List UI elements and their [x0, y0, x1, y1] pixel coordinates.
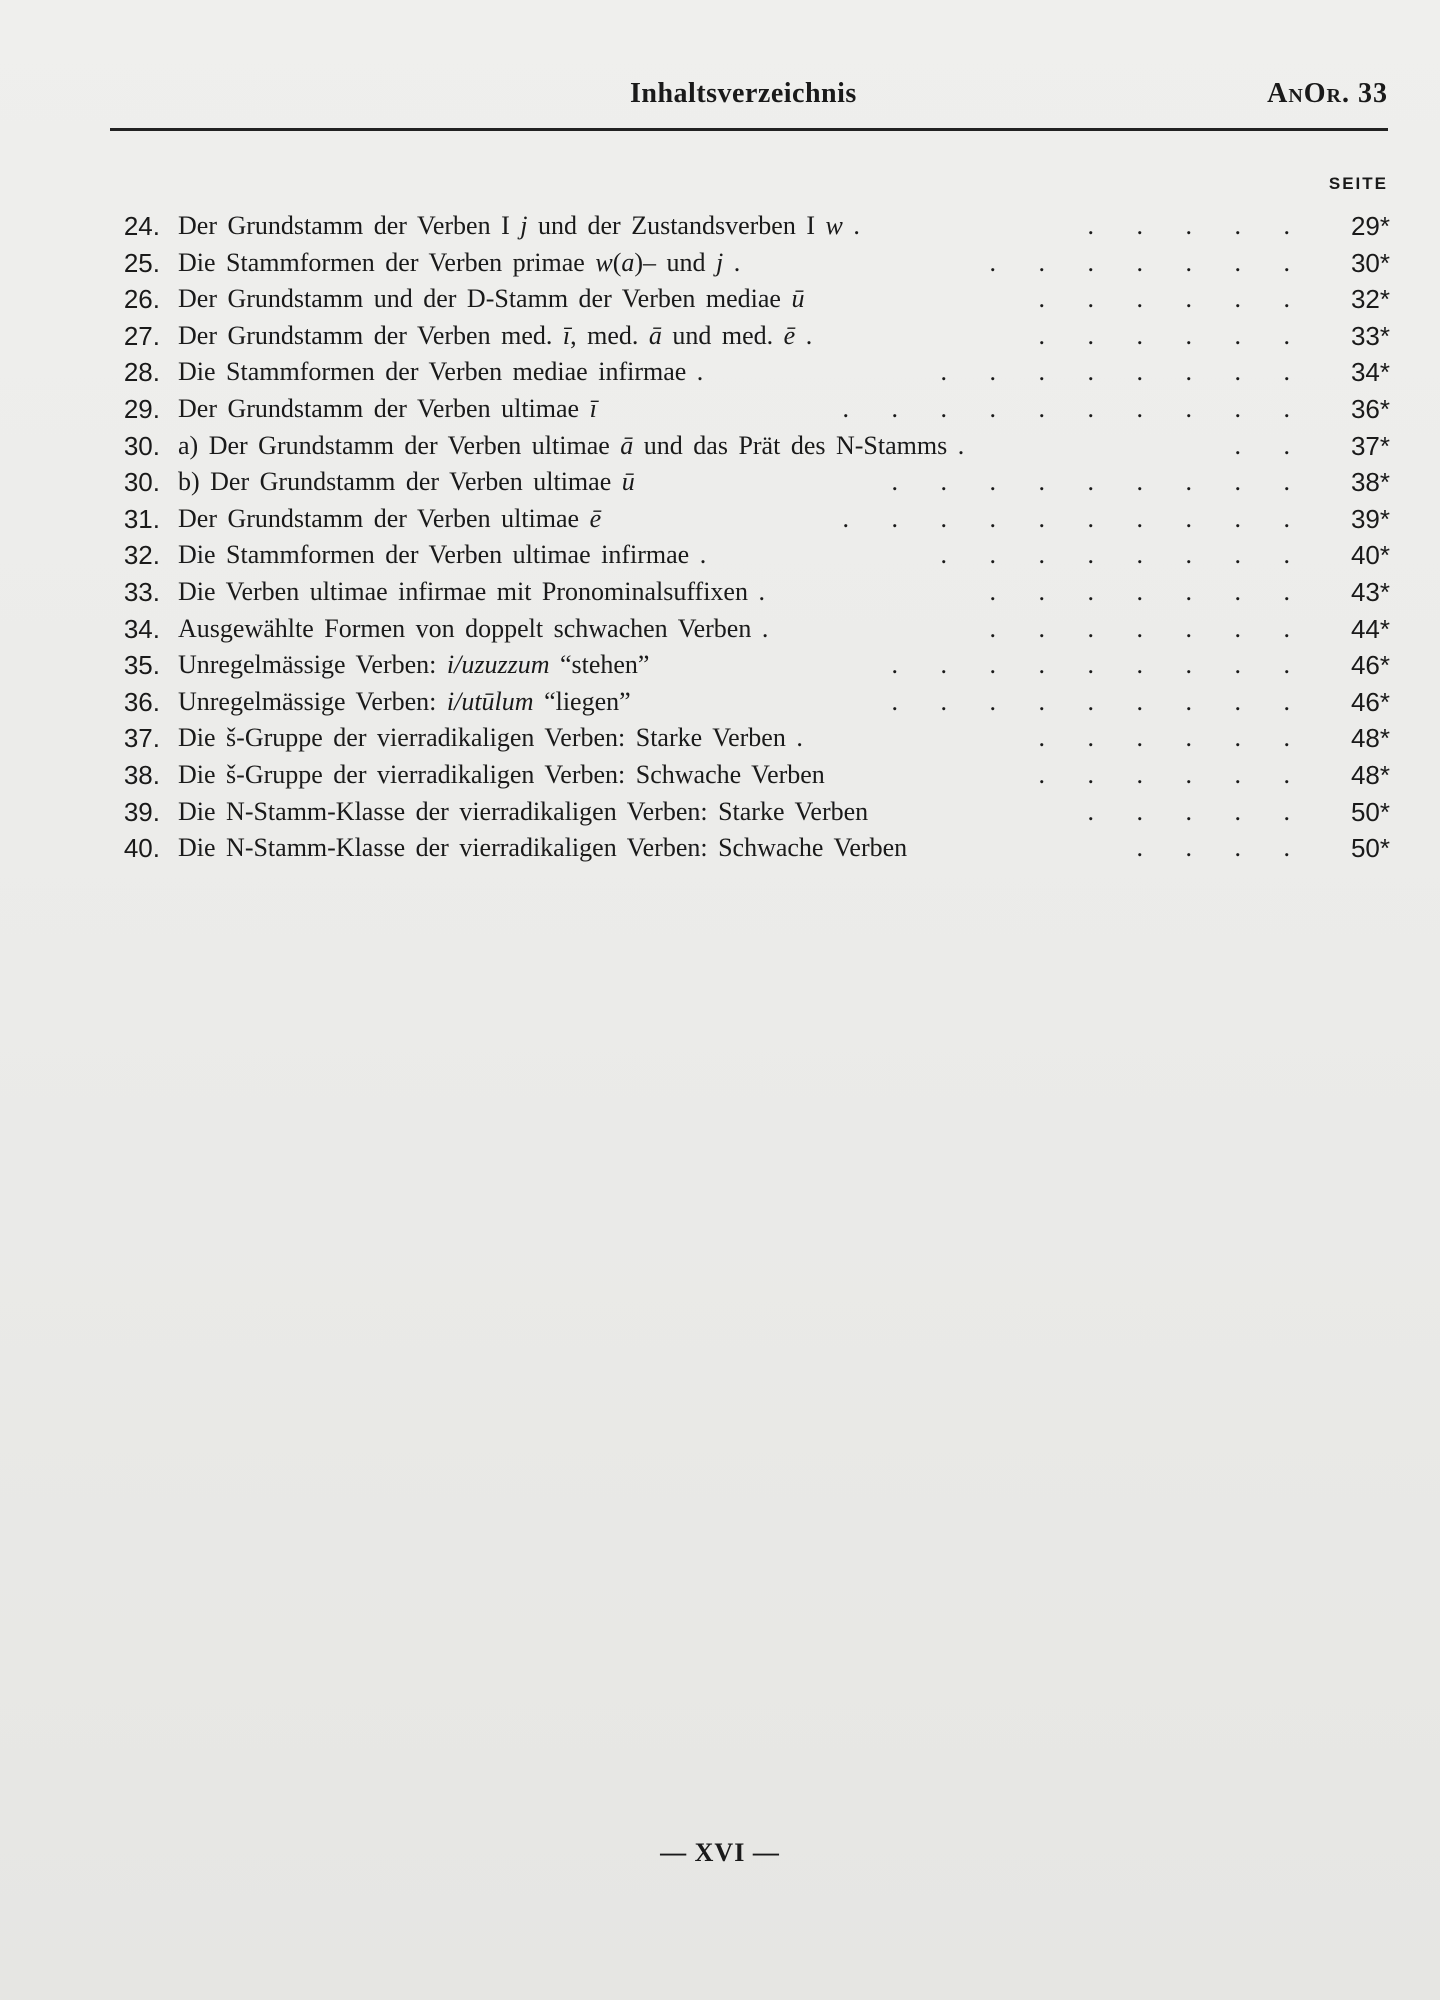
toc-entry-page: 43* [1350, 576, 1390, 607]
toc-entry-number: 27. [123, 320, 160, 351]
toc-entry-title: Der Grundstamm und der D-Stamm der Verben mediae ū [178, 284, 805, 314]
toc-entry-page: 29* [1350, 211, 1390, 241]
dot-leader: . . . . . . [1038, 759, 1290, 789]
toc-entry [100, 464, 1390, 501]
header-rule [110, 128, 1388, 131]
dot-leader: . . . . . [1087, 211, 1290, 240]
toc-entry [100, 428, 1390, 465]
dot-leader: . . . . . . . . . [891, 650, 1290, 680]
toc-entry-page: 48* [1350, 723, 1390, 754]
dot-leader: . . . . . . [1038, 320, 1290, 350]
toc-entry-number: 31. [123, 503, 160, 534]
toc-entry [100, 537, 1390, 574]
toc-entry-title: Die Stammformen der Verben primae w(a)– und j . [178, 247, 741, 277]
dot-leader: . . . . . [1087, 796, 1290, 826]
toc-entry [100, 720, 1390, 757]
toc-entry-page: 30* [1350, 247, 1390, 278]
toc-entry [100, 684, 1390, 721]
toc-entry [100, 245, 1390, 282]
dot-leader: . . . . . . . . . . [842, 393, 1290, 423]
toc-entry-title: Die š-Gruppe der vierradikaligen Verben: Schwache Verben [178, 759, 825, 789]
table-of-contents [100, 208, 1390, 867]
dot-leader: . . . . . . . . [940, 357, 1290, 387]
toc-entry-page: 50* [1350, 796, 1390, 827]
toc-entry [100, 757, 1390, 794]
toc-entry-title: Die š-Gruppe der vierradikaligen Verben: Starke Verben . [178, 723, 803, 753]
toc-entry-title: Unregelmässige Verben: i/utūlum “liegen” [178, 686, 631, 716]
toc-entry-number: 35. [123, 650, 160, 681]
dot-leader: . . . . . . . . . [891, 686, 1290, 716]
toc-entry-page: 34* [1350, 357, 1390, 388]
dot-leader: . . . . . . [1038, 723, 1290, 753]
toc-entry-title: Ausgewählte Formen von doppelt schwachen Verben . [178, 613, 769, 643]
toc-entry-page: 46* [1350, 686, 1390, 717]
toc-entry-title: Die Stammformen der Verben mediae infirmae . [178, 357, 704, 387]
dot-leader: . . [1234, 430, 1290, 460]
dot-leader: . . . . . . . [989, 613, 1290, 643]
toc-entry-title: a) Der Grundstamm der Verben ultimae ā und das Prät des N-Stamms . [178, 430, 965, 460]
dot-leader: . . . . . . . . . [891, 467, 1290, 497]
toc-entry-number: 36. [123, 686, 160, 717]
dot-leader: . . . . . . . . [940, 540, 1290, 570]
toc-entry [100, 794, 1390, 831]
dot-leader: . . . . . . [1038, 284, 1290, 314]
page-column-label: SEITE [1328, 174, 1388, 193]
toc-entry-page: 40* [1350, 540, 1390, 571]
running-header [110, 78, 1388, 118]
toc-entry-title: Der Grundstamm der Verben ultimae ī [178, 393, 597, 423]
toc-entry [100, 501, 1390, 538]
toc-entry-number: 25. [123, 247, 160, 278]
series-label: AnOr. 33 [1267, 78, 1388, 109]
toc-entry-number: 38. [123, 759, 160, 790]
toc-entry-number: 34. [123, 613, 160, 644]
dot-leader: . . . . . . . [989, 576, 1290, 606]
toc-entry-page: 46* [1350, 650, 1390, 681]
toc-entry [100, 574, 1390, 611]
toc-entry [100, 281, 1390, 318]
page-title: Inhaltsverzeichnis [630, 78, 857, 109]
toc-entry-title: Die N-Stamm-Klasse der vierradikaligen Verben: Starke Verben [178, 796, 869, 826]
toc-entry-number: 30. [123, 430, 160, 461]
toc-entry-title: Die Stammformen der Verben ultimae infirmae . [178, 540, 707, 570]
toc-entry-title: b) Der Grundstamm der Verben ultimae ū [178, 467, 635, 497]
toc-entry-page: 38* [1350, 467, 1390, 498]
toc-entry-number: 39. [123, 796, 160, 827]
toc-entry-title: Die N-Stamm-Klasse der vierradikaligen Verben: Schwache Verben [178, 833, 908, 863]
toc-entry [100, 354, 1390, 391]
toc-entry-page: 39* [1350, 503, 1390, 534]
toc-entry-number: 33. [123, 576, 160, 607]
dot-leader: . . . . [1136, 833, 1290, 863]
toc-entry-title: Der Grundstamm der Verben med. ī, med. ā und med. ē . [178, 320, 813, 350]
toc-entry-page: 36* [1350, 393, 1390, 424]
toc-entry [100, 647, 1390, 684]
toc-entry-title: Unregelmässige Verben: i/uzuzzum “stehen” [178, 650, 650, 680]
toc-entry-number: 30. [123, 467, 160, 498]
toc-entry [100, 208, 1390, 245]
toc-entry [100, 318, 1390, 355]
toc-entry-number: 29. [123, 393, 160, 424]
toc-entry-title: Der Grundstamm der Verben I j und der Zustandsverben I w . [178, 211, 860, 240]
toc-entry [100, 391, 1390, 428]
toc-entry-title: Der Grundstamm der Verben ultimae ē [178, 503, 602, 533]
page-number: — XVI — [660, 1838, 780, 1867]
toc-entry [100, 611, 1390, 648]
toc-entry-page: 50* [1350, 833, 1390, 864]
toc-entry-page: 32* [1350, 284, 1390, 315]
dot-leader: . . . . . . . [989, 247, 1290, 277]
toc-entry-page: 44* [1350, 613, 1390, 644]
toc-entry-number: 26. [123, 284, 160, 315]
toc-entry-title: Die Verben ultimae infirmae mit Pronominalsuffixen . [178, 576, 765, 606]
toc-entry-number: 28. [123, 357, 160, 388]
toc-entry-page: 33* [1350, 320, 1390, 351]
toc-entry-number: 40. [123, 833, 160, 864]
toc-entry-number: 24. [123, 211, 160, 241]
dot-leader: . . . . . . . . . . [842, 503, 1290, 533]
toc-entry [100, 830, 1390, 867]
toc-entry-number: 37. [123, 723, 160, 754]
toc-entry-page: 37* [1350, 430, 1390, 461]
toc-entry-number: 32. [123, 540, 160, 571]
toc-entry-page: 48* [1350, 759, 1390, 790]
